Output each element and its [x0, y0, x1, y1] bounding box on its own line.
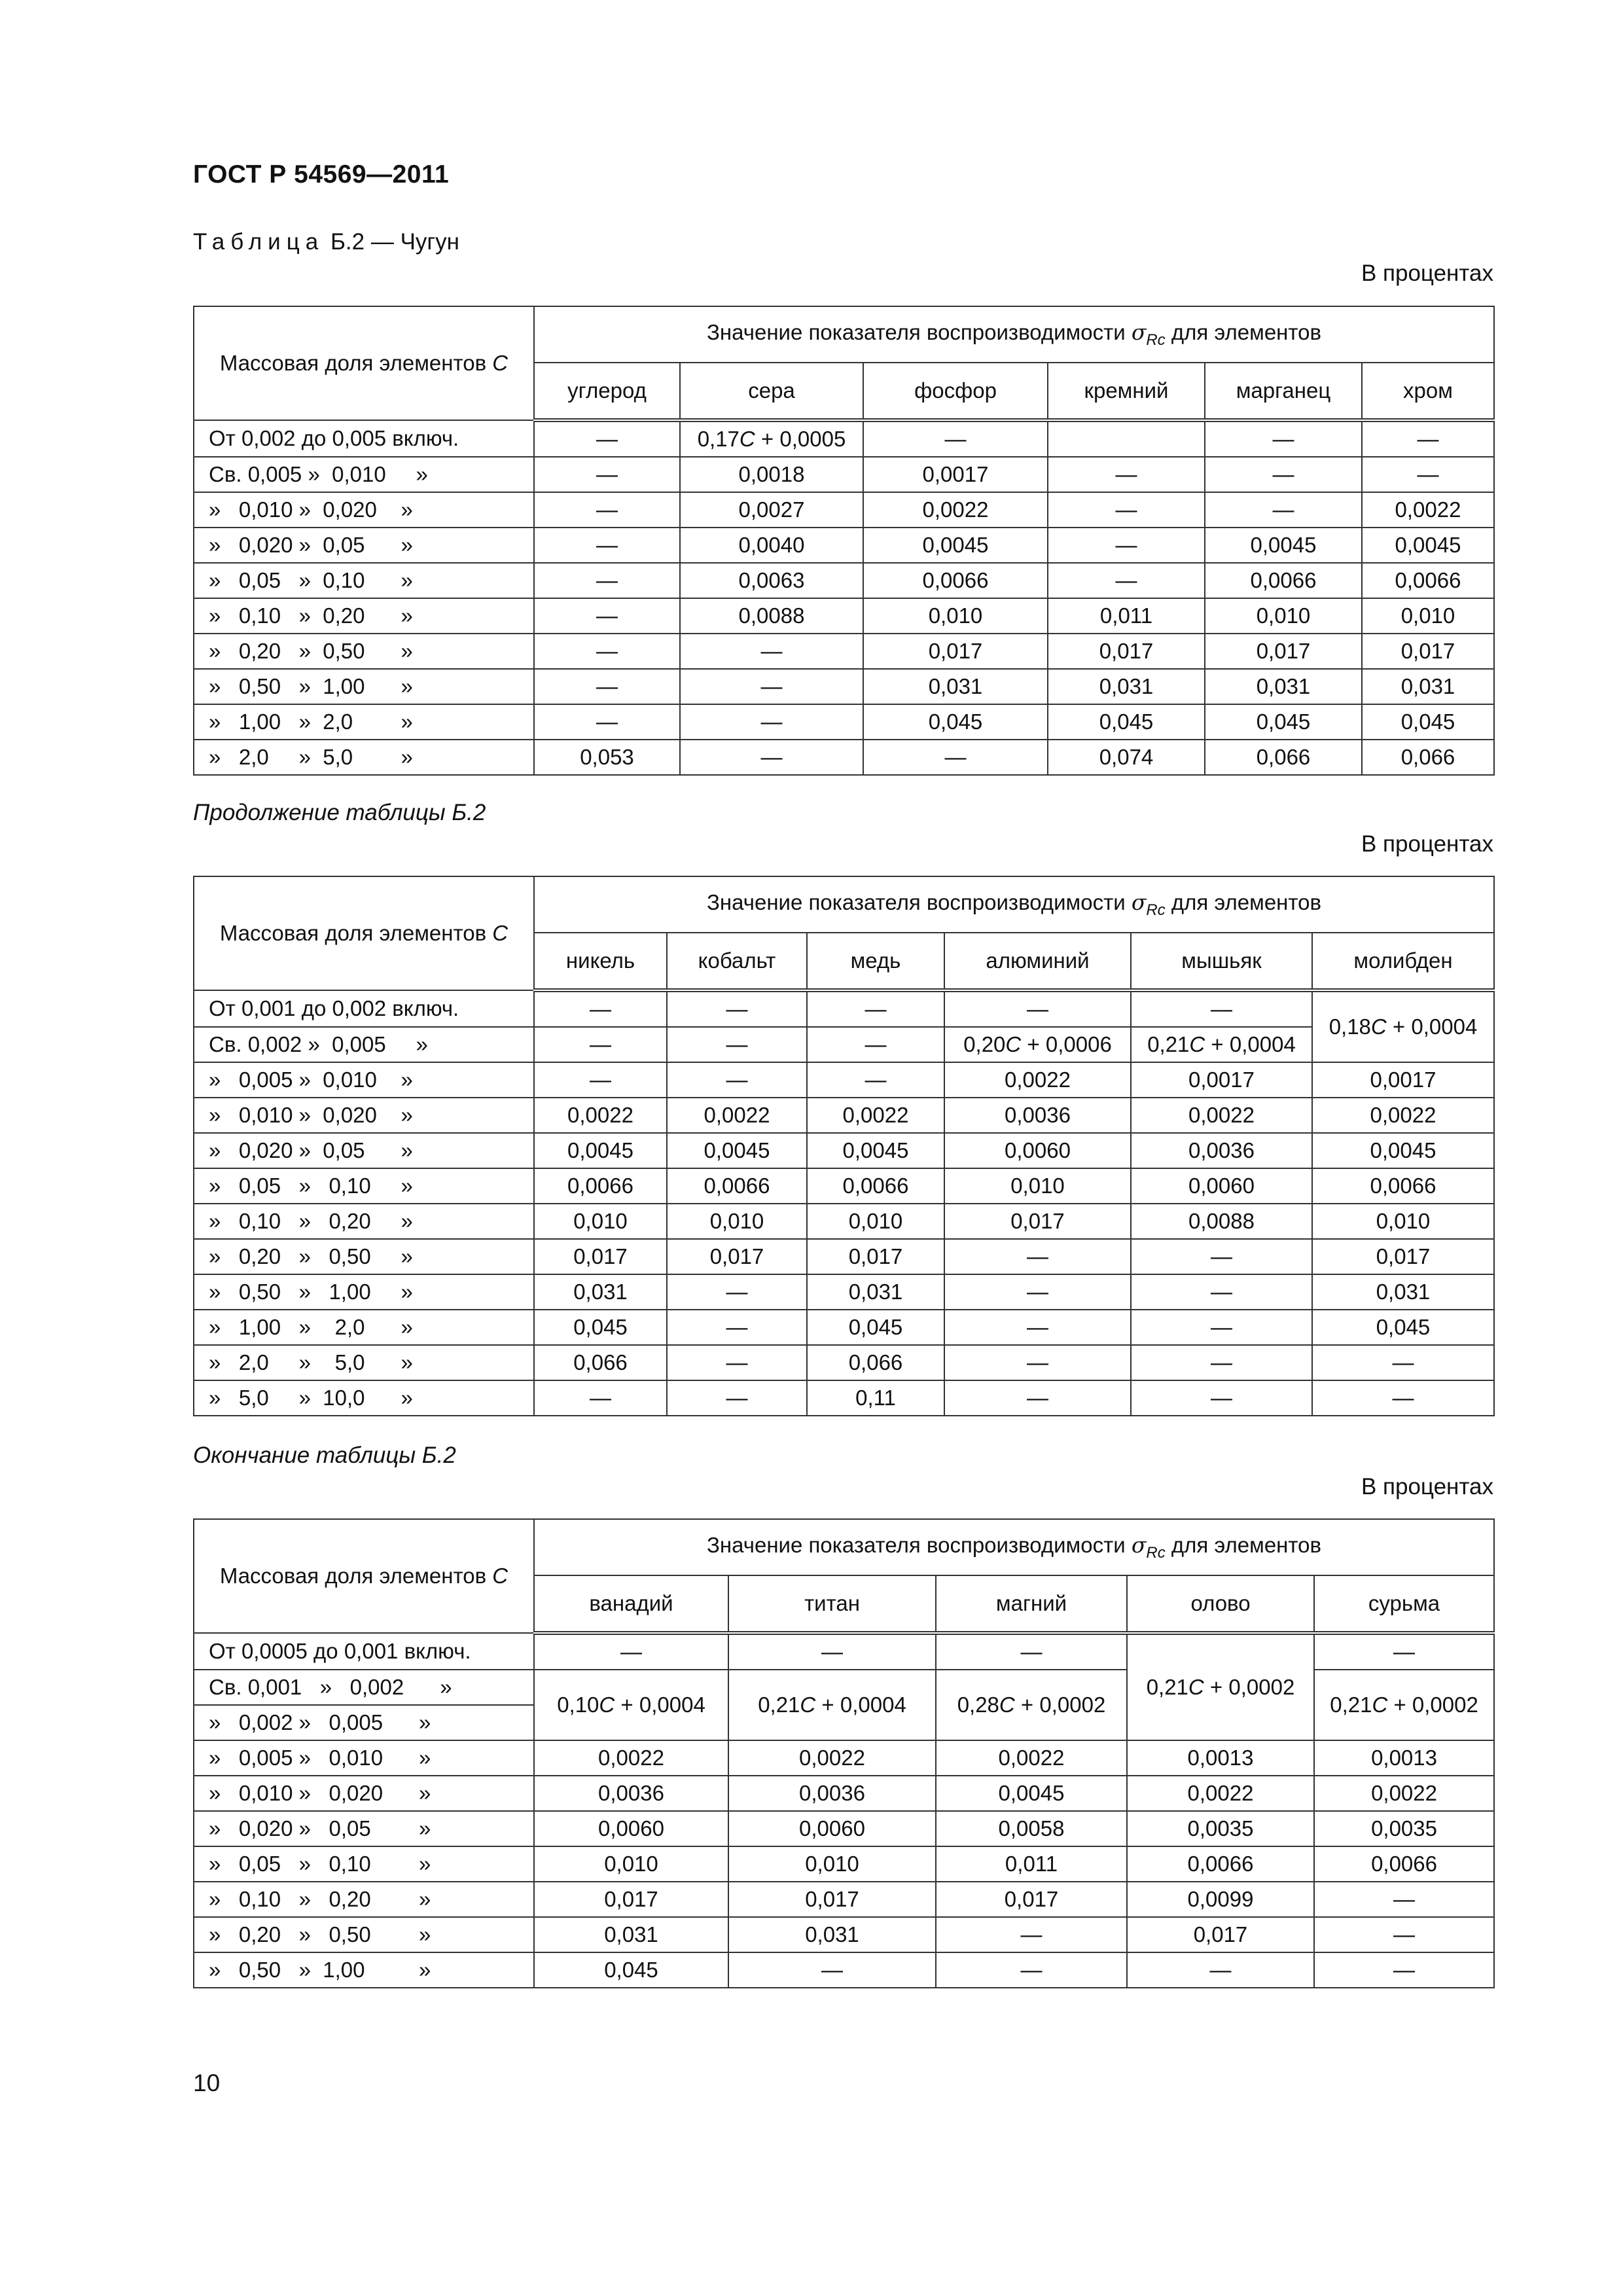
cell: 0,010 [534, 1204, 667, 1239]
cell: 0,0022 [728, 1740, 936, 1776]
column-header: кобальт [667, 933, 807, 990]
cell: 0,011 [1048, 598, 1205, 634]
cell: — [1362, 420, 1494, 457]
cell: 0,031 [534, 1917, 728, 1952]
group-header-text: Значение показателя воспроизводимости [706, 320, 1132, 344]
cell: 0,017 [807, 1239, 944, 1274]
cell: 0,017 [1048, 634, 1205, 669]
cell: 0,010 [1205, 598, 1362, 634]
table-row [194, 1168, 1494, 1204]
column-header: углерод [534, 363, 680, 420]
cell: 0,0066 [1362, 563, 1494, 598]
table-row [194, 990, 1494, 1027]
cell: 0,0017 [1312, 1062, 1494, 1098]
table-row [194, 1380, 1494, 1416]
cell: 0,031 [1048, 669, 1205, 704]
cell: — [680, 704, 863, 740]
cell: 0,0066 [807, 1168, 944, 1204]
column-header: мышьяк [1131, 933, 1312, 990]
merged-cell: 0,21C + 0,0004 [728, 1670, 936, 1740]
row-label: » 0,50 » 1,00 » [194, 669, 534, 704]
cell: 0,045 [1362, 704, 1494, 740]
cell: — [863, 740, 1048, 775]
table-body [194, 990, 1494, 1416]
row-label: » 2,0 » 5,0 » [194, 1345, 534, 1380]
cell: — [1314, 1882, 1494, 1917]
cell: — [534, 634, 680, 669]
cell: 0,031 [728, 1917, 936, 1952]
cell: Св. 0,002 » 0,005 » [194, 1027, 534, 1062]
table-b2-part2 [193, 876, 1495, 1416]
cell: 0,0060 [534, 1811, 728, 1846]
row-label: » 0,005 » 0,010 » [194, 1062, 534, 1098]
sigma-subscript: Rc [1146, 901, 1166, 919]
cell: — [1205, 492, 1362, 528]
table-row [194, 1027, 1494, 1062]
row-label: » 0,020 » 0,05 » [194, 1133, 534, 1168]
group-header-tail: для элементов [1165, 890, 1322, 914]
cell: 0,0022 [944, 1062, 1131, 1098]
cell: 0,0060 [1131, 1168, 1312, 1204]
sigma-symbol: σ [1131, 319, 1147, 345]
cell: — [1048, 563, 1205, 598]
merged-cell: 0,18C + 0,0004 [1312, 990, 1494, 1062]
cell: 0,053 [534, 740, 680, 775]
table-row [194, 1204, 1494, 1239]
table-row [194, 1133, 1494, 1168]
cell: 0,010 [807, 1204, 944, 1239]
cell: 0,045 [1048, 704, 1205, 740]
table-b2-part1 [193, 306, 1495, 776]
cell: — [667, 1380, 807, 1416]
column-header: марганец [1205, 363, 1362, 420]
cell: — [1131, 1239, 1312, 1274]
cell: 0,010 [944, 1168, 1131, 1204]
cell: 0,0036 [534, 1776, 728, 1811]
cell: 0,0018 [680, 457, 863, 492]
cell: 0,0088 [680, 598, 863, 634]
column-header: сера [680, 363, 863, 420]
table-row [194, 740, 1494, 775]
table-row [194, 1917, 1494, 1952]
ending-caption: Окончание таблицы Б.2 [193, 1443, 456, 1468]
cell: 0,0022 [936, 1740, 1127, 1776]
table-body [194, 420, 1494, 775]
cell: — [534, 1027, 667, 1062]
cell: 0,0099 [1127, 1882, 1314, 1917]
units-label: В процентах [1361, 260, 1493, 286]
row-label: » 0,50 » 1,00 » [194, 1274, 534, 1310]
cell: 0,031 [807, 1274, 944, 1310]
table-row [194, 669, 1494, 704]
cell: — [944, 1239, 1131, 1274]
continuation-caption: Продолжение таблицы Б.2 [193, 800, 486, 825]
table-row [194, 1310, 1494, 1345]
table-row [194, 634, 1494, 669]
cell: — [667, 1345, 807, 1380]
cell: — [534, 492, 680, 528]
cell: 0,0045 [534, 1133, 667, 1168]
cell: 0,0045 [667, 1133, 807, 1168]
cell: — [1048, 528, 1205, 563]
cell: — [534, 457, 680, 492]
reproducibility-header [534, 876, 1494, 933]
cell: 0,0022 [807, 1098, 944, 1133]
table-row [194, 1062, 1494, 1098]
cell: — [667, 990, 807, 1027]
cell: 0,0036 [1131, 1133, 1312, 1168]
cell: 0,0035 [1127, 1811, 1314, 1846]
cell: — [667, 1274, 807, 1310]
cell: — [936, 1952, 1127, 1988]
cell: — [667, 1027, 807, 1062]
sigma-subscript: Rc [1146, 1544, 1166, 1562]
cell: От 0,001 до 0,002 включ. [194, 990, 534, 1027]
cell: — [728, 1952, 936, 1988]
cell: 0,010 [667, 1204, 807, 1239]
cell: — [680, 669, 863, 704]
row-label: » 0,020 » 0,05 » [194, 528, 534, 563]
table-row [194, 420, 1494, 457]
cell: — [944, 990, 1131, 1027]
cell: 0,0013 [1127, 1740, 1314, 1776]
cell: 0,017 [863, 634, 1048, 669]
cell: — [534, 1633, 728, 1670]
row-label: » 2,0 » 5,0 » [194, 740, 534, 775]
cell: 0,017 [534, 1882, 728, 1917]
cell: — [1314, 1633, 1494, 1670]
cell: 0,0045 [1205, 528, 1362, 563]
cell: 0,031 [1312, 1274, 1494, 1310]
cell: 0,045 [807, 1310, 944, 1345]
cell: 0,017 [1205, 634, 1362, 669]
cell: — [680, 740, 863, 775]
cell: 0,0013 [1314, 1740, 1494, 1776]
table-row [194, 1882, 1494, 1917]
cell: 0,0022 [1131, 1098, 1312, 1133]
group-header-text: Значение показателя воспроизводимости [706, 890, 1132, 914]
sigma-symbol: σ [1131, 889, 1147, 915]
cell: — [534, 420, 680, 457]
cell: 0,010 [728, 1846, 936, 1882]
page-number: 10 [193, 2070, 221, 2096]
row-label: » 0,05 » 0,10 » [194, 1846, 534, 1882]
column-header: хром [1362, 363, 1494, 420]
table-row [194, 528, 1494, 563]
cell: 0,0040 [680, 528, 863, 563]
column-header: алюминий [944, 933, 1131, 990]
units-label: В процентах [1361, 831, 1493, 857]
row-label: » 0,20 » 0,50 » [194, 1239, 534, 1274]
column-header: никель [534, 933, 667, 990]
cell: 0,0045 [936, 1776, 1127, 1811]
cell: — [1312, 1345, 1494, 1380]
cell: 0,010 [1362, 598, 1494, 634]
cell: 0,0060 [944, 1133, 1131, 1168]
cell: 0,0022 [1314, 1776, 1494, 1811]
cell: 0,0060 [728, 1811, 936, 1846]
mass-fraction-header: Массовая доля элементов C [194, 876, 534, 990]
cell: 0,045 [1205, 704, 1362, 740]
cell: — [944, 1310, 1131, 1345]
cell: 0,0058 [936, 1811, 1127, 1846]
row-label: » 0,20 » 0,50 » [194, 1917, 534, 1952]
cell: 0,045 [863, 704, 1048, 740]
cell: — [1131, 1380, 1312, 1416]
column-header: кремний [1048, 363, 1205, 420]
group-header-tail: для элементов [1165, 1533, 1322, 1557]
row-label: » 1,00 » 2,0 » [194, 1310, 534, 1345]
cell: — [863, 420, 1048, 457]
cell: 0,017 [944, 1204, 1131, 1239]
table-caption [193, 229, 459, 255]
mass-fraction-header: Массовая доля элементов C [194, 306, 534, 420]
reproducibility-header [534, 306, 1494, 363]
cell: — [534, 990, 667, 1027]
row-label: От 0,002 до 0,005 включ. [194, 420, 534, 457]
cell: 0,0088 [1131, 1204, 1312, 1239]
table-caption-title: Б.2 — Чугун [324, 229, 459, 255]
cell: — [1205, 420, 1362, 457]
cell: 0,045 [534, 1310, 667, 1345]
cell: 0,0036 [944, 1098, 1131, 1133]
cell: — [807, 990, 944, 1027]
row-label: » 5,0 » 10,0 » [194, 1380, 534, 1416]
cell: 0,0036 [728, 1776, 936, 1811]
cell: — [944, 1274, 1131, 1310]
cell: — [534, 1380, 667, 1416]
cell: 0,045 [1312, 1310, 1494, 1345]
table-row [194, 1239, 1494, 1274]
table-row [194, 1274, 1494, 1310]
merged-cell-tin: 0,21C + 0,0002 [1127, 1633, 1314, 1740]
column-header: медь [807, 933, 944, 990]
row-label: » 0,020 » 0,05 » [194, 1811, 534, 1846]
row-label: » 0,010 » 0,020 » [194, 492, 534, 528]
cell: 0,017 [1312, 1239, 1494, 1274]
cell: 0,0022 [863, 492, 1048, 528]
cell: 0,0066 [1314, 1846, 1494, 1882]
cell: 0,0066 [863, 563, 1048, 598]
cell: 0,0022 [1362, 492, 1494, 528]
cell: — [1127, 1952, 1314, 1988]
cell: — [1131, 1310, 1312, 1345]
cell: 0,0063 [680, 563, 863, 598]
cell: — [1312, 1380, 1494, 1416]
cell: — [944, 1345, 1131, 1380]
cell: 0,21C + 0,0004 [1131, 1027, 1312, 1062]
cell: 0,0022 [667, 1098, 807, 1133]
cell: 0,11 [807, 1380, 944, 1416]
cell: 0,066 [534, 1345, 667, 1380]
cell: 0,017 [936, 1882, 1127, 1917]
cell: — [1131, 1345, 1312, 1380]
cell: 0,017 [667, 1239, 807, 1274]
table-row [194, 1776, 1494, 1811]
table-row [194, 1952, 1494, 1988]
cell: — [1362, 457, 1494, 492]
cell: 0,0017 [1131, 1062, 1312, 1098]
cell: 0,031 [863, 669, 1048, 704]
cell: » 0,002 » 0,005 » [194, 1705, 534, 1740]
cell: — [534, 528, 680, 563]
cell: 0,0045 [1362, 528, 1494, 563]
cell: 0,066 [1362, 740, 1494, 775]
merged-cell: 0,10C + 0,0004 [534, 1670, 728, 1740]
row-label: » 1,00 » 2,0 » [194, 704, 534, 740]
table-row [194, 1345, 1494, 1380]
table-row [194, 598, 1494, 634]
cell: — [534, 1062, 667, 1098]
sigma-subscript: Rc [1146, 331, 1166, 349]
cell: 0,0045 [863, 528, 1048, 563]
cell: 0,011 [936, 1846, 1127, 1882]
row-label: » 0,50 » 1,00 » [194, 1952, 534, 1988]
cell: — [1205, 457, 1362, 492]
document-code: ГОСТ Р 54569—2011 [193, 160, 450, 188]
units-label: В процентах [1361, 1474, 1493, 1499]
cell: 0,031 [1362, 669, 1494, 704]
cell: 0,0017 [863, 457, 1048, 492]
cell: — [1314, 1917, 1494, 1952]
cell: 0,0045 [807, 1133, 944, 1168]
table-row [194, 1811, 1494, 1846]
row-label: » 0,10 » 0,20 » [194, 1882, 534, 1917]
cell: 0,0022 [1312, 1098, 1494, 1133]
cell: 0,010 [863, 598, 1048, 634]
cell: — [807, 1062, 944, 1098]
row-label: » 0,005 » 0,010 » [194, 1740, 534, 1776]
row-label: » 0,10 » 0,20 » [194, 1204, 534, 1239]
table-caption-label: Таблица [193, 229, 325, 255]
cell: 0,0066 [667, 1168, 807, 1204]
row-label: » 0,05 » 0,10 » [194, 1168, 534, 1204]
cell: 0,017 [728, 1882, 936, 1917]
cell: — [944, 1380, 1131, 1416]
table-row [194, 1846, 1494, 1882]
table-row [194, 457, 1494, 492]
cell: 0,0066 [534, 1168, 667, 1204]
group-header-text: Значение показателя воспроизводимости [707, 1533, 1132, 1557]
table-body [194, 1633, 1494, 1988]
cell: 0,0066 [1205, 563, 1362, 598]
table-b2-part3 [193, 1518, 1495, 1988]
cell: 0,010 [1312, 1204, 1494, 1239]
cell: 0,010 [534, 1846, 728, 1882]
table-row [194, 563, 1494, 598]
cell: 0,017 [1362, 634, 1494, 669]
column-header: магний [936, 1575, 1127, 1633]
reproducibility-header [534, 1519, 1494, 1575]
table-row [194, 1633, 1494, 1670]
cell: 0,0022 [534, 1098, 667, 1133]
row-label: » 0,05 » 0,10 » [194, 563, 534, 598]
cell: 0,0066 [1312, 1168, 1494, 1204]
cell: — [667, 1062, 807, 1098]
cell: — [667, 1310, 807, 1345]
mass-fraction-header: Массовая доля элементов C [194, 1519, 534, 1633]
cell: — [680, 634, 863, 669]
cell: 0,017 [534, 1239, 667, 1274]
cell: 0,066 [1205, 740, 1362, 775]
table-row [194, 492, 1494, 528]
row-label: » 0,010 » 0,020 » [194, 1776, 534, 1811]
cell: — [936, 1917, 1127, 1952]
merged-cell: 0,21C + 0,0002 [1314, 1670, 1494, 1740]
table-row [194, 1740, 1494, 1776]
sigma-symbol: σ [1131, 1532, 1147, 1558]
column-header: фосфор [863, 363, 1048, 420]
cell: — [534, 669, 680, 704]
row-label: Св. 0,005 » 0,010 » [194, 457, 534, 492]
cell: 0,20C + 0,0006 [944, 1027, 1131, 1062]
cell: 0,074 [1048, 740, 1205, 775]
cell: 0,0022 [534, 1740, 728, 1776]
cell: — [534, 704, 680, 740]
cell: — [1048, 457, 1205, 492]
cell: 0,045 [534, 1952, 728, 1988]
cell: — [728, 1633, 936, 1670]
cell: От 0,0005 до 0,001 включ. [194, 1633, 534, 1670]
cell: 0,0035 [1314, 1811, 1494, 1846]
table-row [194, 1098, 1494, 1133]
cell: — [534, 598, 680, 634]
cell: 0,0066 [1127, 1846, 1314, 1882]
cell: 0,017 [1127, 1917, 1314, 1952]
row-label: » 0,10 » 0,20 » [194, 598, 534, 634]
cell: — [1131, 990, 1312, 1027]
column-header: олово [1127, 1575, 1314, 1633]
group-header-tail: для элементов [1165, 320, 1322, 344]
column-header: сурьма [1314, 1575, 1494, 1633]
row-label: » 0,010 » 0,020 » [194, 1098, 534, 1133]
cell: 0,031 [1205, 669, 1362, 704]
cell: Св. 0,001 » 0,002 » [194, 1670, 534, 1705]
column-header: молибден [1312, 933, 1494, 990]
cell: 0,17C + 0,0005 [680, 420, 863, 457]
merged-cell: 0,28C + 0,0002 [936, 1670, 1127, 1740]
cell: — [936, 1633, 1127, 1670]
cell: 0,0027 [680, 492, 863, 528]
cell [1048, 420, 1205, 457]
cell: — [1131, 1274, 1312, 1310]
cell: 0,031 [534, 1274, 667, 1310]
cell: — [534, 563, 680, 598]
table-row [194, 704, 1494, 740]
cell: 0,0045 [1312, 1133, 1494, 1168]
cell: — [807, 1027, 944, 1062]
column-header: ванадий [534, 1575, 728, 1633]
cell: — [1048, 492, 1205, 528]
cell: 0,066 [807, 1345, 944, 1380]
cell: — [1314, 1952, 1494, 1988]
cell: 0,0022 [1127, 1776, 1314, 1811]
row-label: » 0,20 » 0,50 » [194, 634, 534, 669]
column-header: титан [728, 1575, 936, 1633]
